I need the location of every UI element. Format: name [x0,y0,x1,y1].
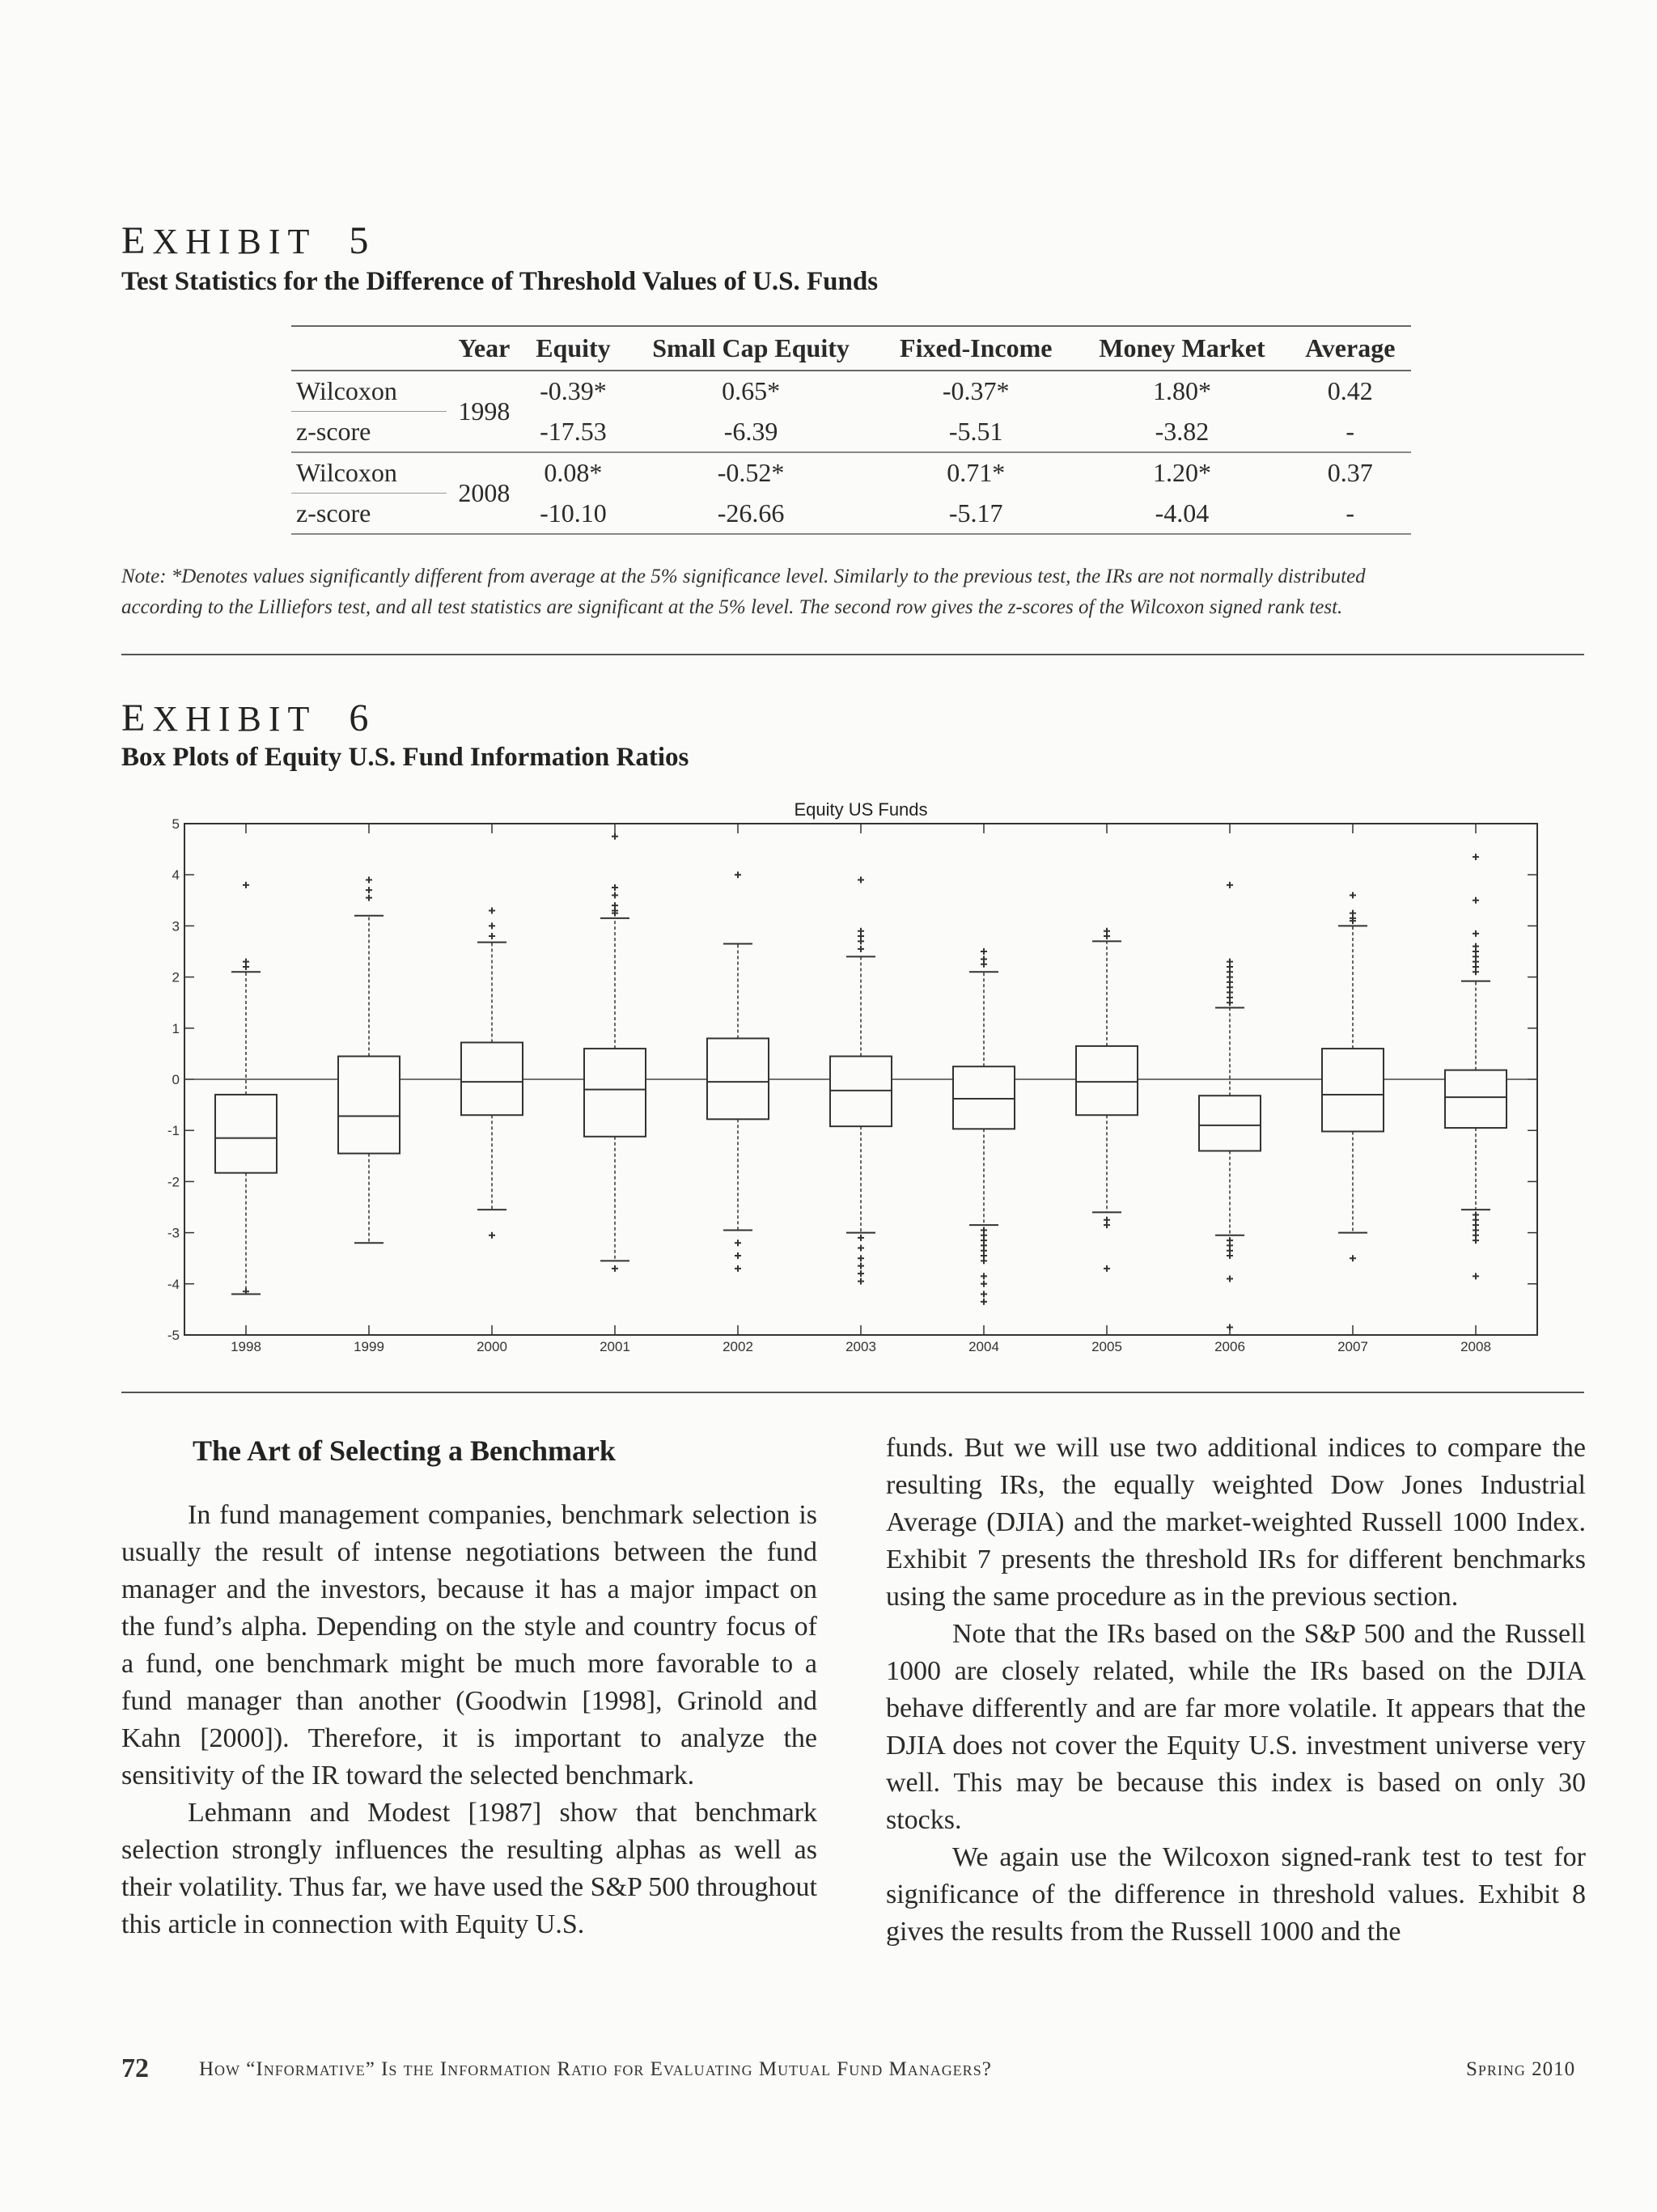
outlier-point [858,1263,864,1269]
col-header-fixed-income: Fixed-Income [877,326,1074,371]
average-cell: 0.37 [1327,458,1373,488]
divider [121,654,1584,655]
x-tick-label: 2001 [600,1339,630,1354]
paragraph: In fund management companies, benchmark selection is usually the result of intense negotiations between the fund manager and the investors, because it has a major impact on the fund’s alpha. Depending on the style and country focus of a fund, one benchmark might be much more favorable to a fund manager than another (Goodwin [1998], Grinold and Kahn [2000]). Therefore, it is important to analyze the sensitivity of the IR toward the selected benchmark. [121,1500,817,1790]
paragraph: We again use the Wilcoxon signed-rank test to test for significance of the difference in threshold values. Exhibit 8 gives the results from the Russell 1000 and the [886,1842,1586,1947]
box-plot-chart [146,793,1553,1359]
outlier-point [858,938,864,944]
right-column [886,1430,1586,1951]
outlier-point [1473,1237,1479,1244]
paragraph: Lehmann and Modest [1987] show that benchmark selection strongly influences the resulting alphas as well as their volatility. Thus far, we have used the S&P 500 throughout this article in connection with Equity U.S. [121,1798,817,1939]
equity-cell: 0.08* [544,458,603,488]
row-label: Wilcoxon [291,452,447,494]
equity-cell: -10.10 [522,494,625,535]
outlier-point [1473,854,1479,860]
fixed-income-cell: -5.17 [877,494,1074,535]
outlier-point [1350,1255,1356,1261]
box-2002 [707,1038,769,1119]
outlier-point [1104,1222,1110,1228]
col-header-average: Average [1289,326,1411,371]
small-cap-cell: -0.52* [717,458,785,488]
table-note-line-2: according to the Lilliefors test, and all test statistics are significant at the 5% level. The second row gives the z-scores of the Wilcoxon signed rank test. [121,596,1343,618]
outlier-point [735,1265,741,1272]
outlier-point [1227,882,1233,888]
exhibit-6-label-rest: XHIBIT [152,699,317,739]
average-cell: - [1289,412,1411,453]
box-2008 [1445,1070,1507,1128]
x-tick-label: 2005 [1091,1339,1122,1354]
exhibit-5-label-rest: XHIBIT [152,222,317,261]
small-cap-cell: -6.39 [625,412,877,453]
exhibit-5-label [121,218,375,263]
y-tick-label: -4 [167,1276,180,1292]
fixed-income-cell: -5.51 [877,412,1074,453]
left-column [121,1497,817,1943]
exhibit-6-label-initial: E [121,697,153,739]
outlier-point [981,1290,987,1297]
box-2007 [1322,1049,1384,1131]
running-title: How “Informative” Is the Information Ratio for Evaluating Mutual Fund Managers? [199,2058,992,2080]
x-tick-label: 2008 [1460,1339,1491,1354]
y-tick-label: 5 [172,816,180,832]
outlier-point [981,948,987,955]
box-1998 [215,1095,277,1173]
money-market-cell: 1.20* [1152,458,1211,488]
page-number-text: 72 [121,2053,149,2083]
outlier-point [858,946,864,952]
exhibit-6-number: 6 [349,697,376,739]
x-tick-label: 2004 [968,1339,999,1354]
outlier-point [1104,933,1110,939]
average-cell: - [1289,494,1411,535]
outlier-point [1473,897,1479,904]
outlier-point [612,892,618,898]
y-tick-label: 0 [172,1072,180,1087]
outlier-point [243,882,249,888]
small-cap-cell: -26.66 [625,494,877,535]
table-row [291,371,1411,412]
table-header-row [291,326,1411,371]
outlier-point [858,1245,864,1252]
outlier-point [612,884,618,891]
outlier-point [981,1281,987,1287]
outlier-point [735,871,741,878]
outlier-point [1473,1273,1479,1279]
outlier-point [1227,1275,1233,1282]
x-tick-label: 2003 [845,1339,876,1354]
equity-cell: -17.53 [522,412,625,453]
box-2004 [953,1066,1015,1129]
x-tick-label: 2006 [1214,1339,1245,1354]
col-header-small-cap: Small Cap Equity [625,326,877,371]
table-row [291,452,1411,494]
x-tick-label: 1999 [354,1339,384,1354]
y-tick-label: 1 [172,1020,180,1036]
outlier-point [243,964,249,970]
outlier-point [366,895,372,901]
small-cap-cell: 0.65* [722,376,781,406]
outlier-point [981,1257,987,1264]
outlier-point [858,1235,864,1241]
outlier-point [858,877,864,884]
issue-date: Spring 2010 [1466,2058,1576,2080]
row-label: z-score [291,412,447,453]
y-tick-label: -5 [167,1328,180,1343]
paragraph: funds. But we will use two additional indices to compare the resulting IRs, the equally weighted Dow Jones Industrial Average (DJIA) and the market-weighted Russell 1000 Index. Exhibit 7 presents the threshold IRs for different benchmarks using the same procedure as in the previous section. [886,1433,1586,1612]
fixed-income-cell: 0.71* [947,458,1006,488]
outlier-point [1350,892,1356,898]
section-heading: The Art of Selecting a Benchmark [193,1434,616,1467]
col-header-blank [291,326,447,371]
test-statistics-table [291,325,1411,535]
x-tick-label: 2007 [1337,1339,1368,1354]
chart-marks [167,816,1537,1354]
outlier-point [1473,930,1479,937]
outlier-point [858,1255,864,1261]
y-tick-label: -2 [167,1174,180,1190]
x-tick-label: 2002 [723,1339,753,1354]
outlier-point [489,922,495,929]
year-cell: 2008 [447,452,522,534]
exhibit-5-number: 5 [349,219,376,262]
outlier-point [1473,968,1479,975]
page-number [121,2053,149,2084]
outlier-point [366,887,372,893]
money-market-cell: -4.04 [1074,494,1289,535]
outlier-point [1227,1324,1233,1331]
row-label: z-score [291,494,447,535]
average-cell: 0.42 [1327,376,1373,406]
money-market-cell: 1.80* [1152,376,1211,406]
outlier-point [981,1273,987,1279]
outlier-point [489,1232,495,1239]
equity-cell: -0.39* [540,376,607,406]
chart-title: Equity US Funds [794,799,928,820]
outlier-point [1227,999,1233,1006]
outlier-point [612,833,618,840]
x-tick-label: 1998 [231,1339,261,1354]
y-tick-label: 3 [172,918,180,934]
outlier-point [735,1239,741,1246]
box-1999 [338,1057,400,1154]
outlier-point [489,933,495,939]
divider [121,1392,1584,1393]
outlier-point [858,1278,864,1285]
exhibit-6-label [121,696,375,740]
outlier-point [489,907,495,913]
box-2001 [584,1049,646,1137]
y-tick-label: 4 [172,867,180,884]
year-cell: 1998 [447,371,522,452]
col-header-money-market: Money Market [1074,326,1289,371]
row-label: Wilcoxon [291,371,447,412]
outlier-point [735,1252,741,1259]
y-tick-label: -3 [167,1225,180,1241]
y-tick-label: -1 [167,1123,180,1139]
table-note [121,561,1537,623]
outlier-point [858,1270,864,1277]
outlier-point [1227,1252,1233,1259]
paragraph: Note that the IRs based on the S&P 500 and the Russell 1000 are closely related, while the IRs based on the DJIA behave differently and are far more volatile. It appears that the DJIA does not cover the Equity U.S. investment universe very well. This may be because this index is based on only 30 stocks. [886,1619,1586,1835]
col-header-year: Year [447,326,522,371]
y-tick-label: 2 [172,969,180,985]
box-2006 [1199,1095,1261,1150]
outlier-point [981,1299,987,1305]
outlier-point [366,877,372,884]
exhibit-5-title: Test Statistics for the Difference of Threshold Values of U.S. Funds [121,267,879,296]
col-header-equity: Equity [522,326,625,371]
box-2000 [461,1042,523,1115]
money-market-cell: -3.82 [1074,412,1289,453]
table-note-line-1: Note: *Denotes values significantly different from average at the 5% significance level. Similarly to the previous test, the IRs are not normally distributed [121,566,1366,587]
exhibit-5-label-initial: E [121,219,153,262]
x-tick-label: 2000 [477,1339,507,1354]
exhibit-6-title: Box Plots of Equity U.S. Fund Information Ratios [121,743,689,772]
box-2005 [1076,1046,1138,1115]
fixed-income-cell: -0.37* [942,376,1010,406]
outlier-point [612,1265,618,1272]
outlier-point [981,961,987,968]
outlier-point [1104,1265,1110,1272]
